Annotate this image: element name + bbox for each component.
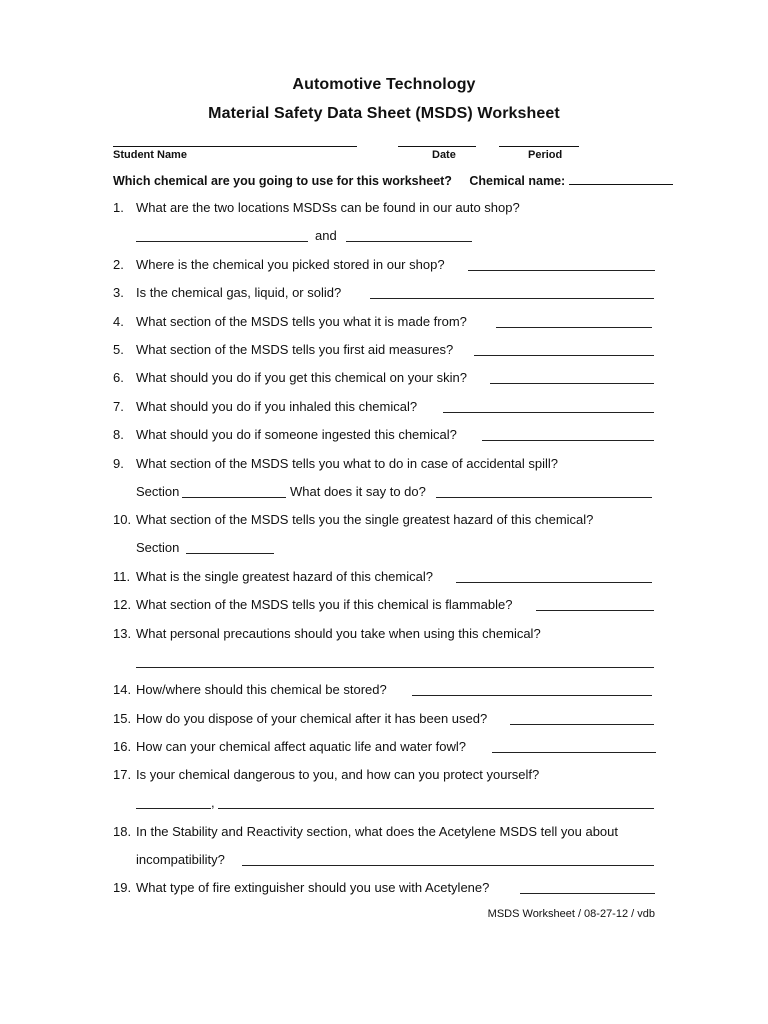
answer-line-1a[interactable] (136, 241, 308, 242)
answer-line-4[interactable] (496, 327, 652, 328)
date-field[interactable] (398, 146, 476, 147)
answer-line-6[interactable] (490, 383, 654, 384)
answer-line-9[interactable] (436, 497, 652, 498)
question-8: 8. What should you do if someone ingested this chemical? (113, 427, 457, 442)
date-label: Date (432, 149, 456, 161)
answer-line-9-section[interactable] (182, 497, 286, 498)
answer-line-7[interactable] (443, 412, 654, 413)
question-18-cont: incompatibility? (136, 852, 225, 867)
question-17: 17. Is your chemical dangerous to you, and how can you protect yourself? (113, 767, 540, 782)
question-4: 4. What section of the MSDS tells you what it is made from? (113, 314, 467, 329)
question-1: 1. What are the two locations MSDSs can be found in our auto shop? (113, 200, 520, 215)
page-subtitle: Material Safety Data Sheet (MSDS) Worksheet (208, 105, 560, 122)
student-name-label: Student Name (113, 149, 187, 161)
chemical-name-field[interactable] (569, 172, 673, 185)
answer-line-18[interactable] (242, 865, 654, 866)
comma-17: , (211, 795, 215, 810)
answer-line-8[interactable] (482, 440, 654, 441)
question-15: 15. How do you dispose of your chemical after it has been used? (113, 711, 488, 726)
question-5: 5. What section of the MSDS tells you first aid measures? (113, 342, 454, 357)
answer-line-14[interactable] (412, 695, 652, 696)
question-9: 9. What section of the MSDS tells you what to do in case of accidental spill? (113, 456, 558, 471)
page-title: Automotive Technology (292, 76, 476, 93)
section-label-9: Section (136, 484, 180, 499)
answer-line-17b[interactable] (218, 808, 654, 809)
question-2: 2. Where is the chemical you picked stored in our shop? (113, 257, 445, 272)
answer-line-17a[interactable] (136, 808, 211, 809)
answer-line-16[interactable] (492, 752, 656, 753)
what-label-9: What does it say to do? (290, 484, 426, 499)
question-10: 10. What section of the MSDS tells you the single greatest hazard of this chemical? (113, 512, 594, 527)
period-label: Period (528, 149, 563, 161)
answer-line-11[interactable] (456, 582, 652, 583)
question-7: 7. What should you do if you inhaled this chemical? (113, 399, 418, 414)
answer-line-3[interactable] (370, 298, 654, 299)
student-name-field[interactable] (113, 146, 357, 147)
answer-line-13[interactable] (136, 667, 654, 668)
question-6: 6. What should you do if you get this chemical on your skin? (113, 370, 467, 385)
chemical-question: Which chemical are you going to use for this worksheet? (113, 174, 452, 188)
question-16: 16. How can your chemical affect aquatic life and water fowl? (113, 739, 466, 754)
answer-line-12[interactable] (536, 610, 654, 611)
question-13: 13. What personal precautions should you take when using this chemical? (113, 626, 541, 641)
section-label-10: Section (136, 540, 180, 555)
question-11: 11. What is the single greatest hazard of this chemical? (113, 569, 433, 584)
question-3: 3. Is the chemical gas, liquid, or solid? (113, 285, 342, 300)
period-field[interactable] (499, 146, 579, 147)
question-19: 19. What type of fire extinguisher should you use with Acetylene? (113, 880, 490, 895)
question-14: 14. How/where should this chemical be stored? (113, 682, 387, 697)
footer-text: MSDS Worksheet / 08-27-12 / vdb (487, 908, 655, 920)
answer-line-19[interactable] (520, 893, 655, 894)
answer-line-5[interactable] (474, 355, 654, 356)
answer-line-1b[interactable] (346, 241, 472, 242)
answer-line-2[interactable] (468, 270, 655, 271)
answer-line-10[interactable] (186, 553, 274, 554)
chemical-name-label: Chemical name: (469, 174, 566, 188)
answer-line-15[interactable] (510, 724, 654, 725)
question-18: 18. In the Stability and Reactivity section, what does the Acetylene MSDS tell you about (113, 824, 618, 839)
question-12: 12. What section of the MSDS tells you if this chemical is flammable? (113, 597, 513, 612)
and-label: and (315, 228, 337, 243)
chemical-prompt (113, 172, 673, 188)
